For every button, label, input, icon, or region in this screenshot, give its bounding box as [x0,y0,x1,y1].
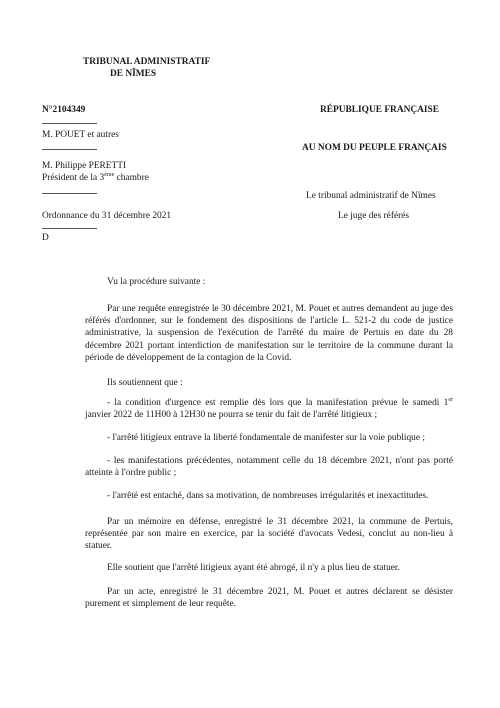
tribunal-label: Le tribunal administratif de Nîmes [306,191,436,201]
withdrawal-paragraph: Par un acte, enregistré le 31 décembre 2021, M. Pouet et autres déclarent se désister purement et simplement de leur requête. [85,587,453,610]
judge-name: M. Philippe PERETTI [42,161,127,171]
argument-public-order: - les manifestations précédentes, notamment celle du 18 décembre 2021, n'ont pas porté atteinte à l'ordre public ; [85,456,453,479]
judge-title [42,172,149,184]
urgency-text: - la condition d'urgence est remplie dès lors que la manifestation prévue le samedi 1 [107,398,449,408]
classification-code: D [42,233,49,243]
arguments-intro: Ils soutiennent que : [107,378,183,388]
people-heading: AU NOM DU PEUPLE FRANÇAIS [302,143,447,153]
divider [42,193,97,194]
divider [42,149,97,150]
argument-urgency [85,397,453,421]
judge-title-sup: ème [104,171,115,178]
argument-motivation: - l'arrêté est entaché, dans sa motivation, de nombreuses irrégularités et inexactitudes. [107,491,429,501]
request-paragraph: Par une requête enregistrée le 30 décembre 2021, M. Pouet et autres demandent au juge des référés d'ordonner, sur le fondement des dispositions de l'article L. 521-2 du code de justice administrative, la suspension de l'exécution de l'arrêté du maire de Pertuis en date du 28 décembre 2021 portant interdiction de manifestation sur le territoire de la commune durant la période de développement de la contagion de la Covid. [85,304,453,363]
republic-heading: RÉPUBLIQUE FRANÇAISE [320,105,440,115]
judge-label: Le juge des référés [338,211,410,221]
judge-title-text: Président de la 3 [42,173,105,183]
order-date: Ordonnance du 31 décembre 2021 [42,211,172,221]
divider [42,123,97,124]
argument-liberty: - l'arrêté litigieux entrave la liberté fondamentale de manifester sur la voie publique ; [107,433,425,443]
parties: M. POUET et autres [42,130,119,140]
court-name-line1: TRIBUNAL ADMINISTRATIF [83,57,211,67]
urgency-text-cont: janvier 2022 de 11H00 à 12H30 ne pourra se tenir du fait de l'arrêté litigieux ; [85,410,378,421]
procedure-heading: Vu la procédure suivante : [107,277,206,287]
divider [42,228,97,229]
urgency-sup: er [448,396,453,403]
defense-paragraph: Par un mémoire en défense, enregistré le 31 décembre 2021, la commune de Pertuis, représentée par son maire en exercice, par la société d'avocats Vedesi, conclut au non-lieu à statuer. [85,517,453,552]
case-number: N°2104349 [42,105,86,115]
court-name-line2: DE NÎMES [110,69,157,79]
judge-title-suffix: chambre [114,173,149,183]
defense-argument: Elle soutient que l'arrêté litigieux ayant été abrogé, il n'y a plus lieu de statuer. [107,563,400,573]
